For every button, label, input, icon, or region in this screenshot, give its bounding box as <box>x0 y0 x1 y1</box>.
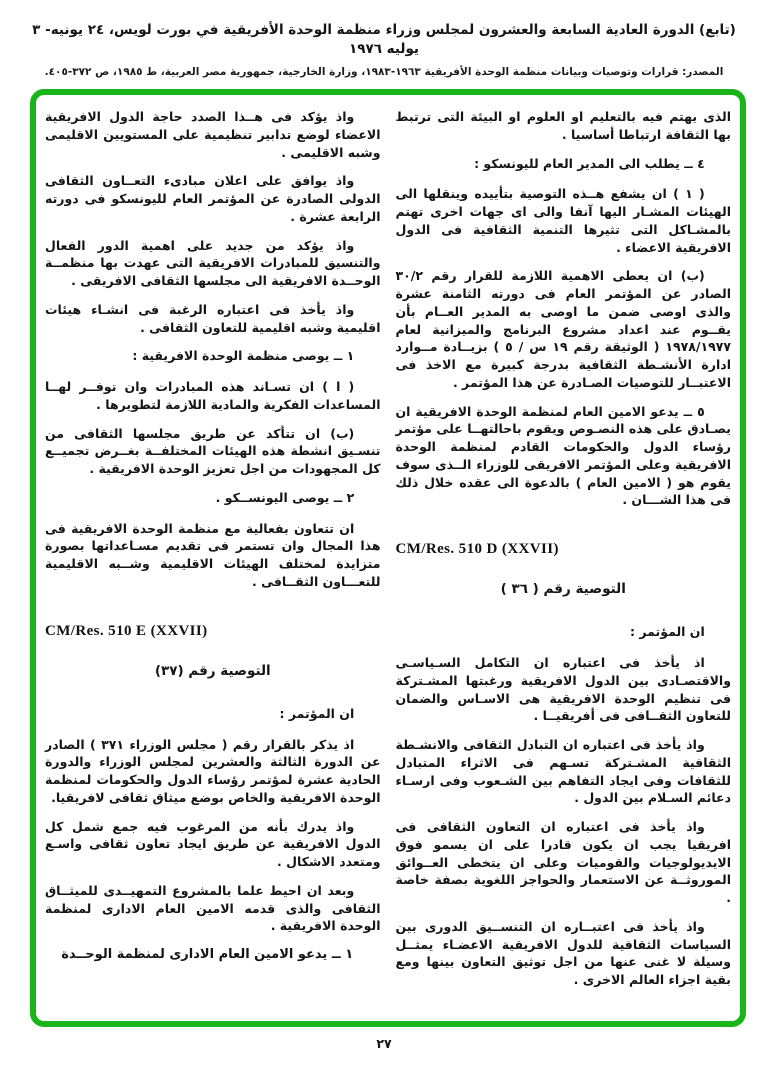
paragraph: ٤ ــ يطلب الى المدير العام لليونسكو : <box>474 155 705 171</box>
paragraph: ١ ــ يوصى منظمة الوحدة الافريقية : <box>132 348 355 364</box>
paragraph: (ب) ان يعطى الاهمية اللازمة للقرار رقم ٣٠/٢ الصادر عن المؤتمر العام فى دورته الثامنة عشرة والذى اوصى ضمن ما اوصى به المدير العــام بأن يقــوم عند اعداد مشروع البرنامج والميزانية لعام ١٩٧٨/١٩٧٧ ( الوثيقة رقم ١٩ س / ٥ ) بزيــادة مــوارد ادارة الأنشـطة الثقافية بدرجة كبيرة مع الاخذ فى الاعتبــار للتوصيات الصـادرة عن هذا المؤتمر . <box>395 268 731 390</box>
content-frame <box>30 89 746 1027</box>
paragraph: واذ يوافق على اعلان مبادىء التعــاون الثقافى الدولى الصادرة عن المؤتمر العام لليونسكو فى دورته الرابعة عشرة . <box>45 173 381 224</box>
paragraph: (ب) ان تتأكد عن طريق مجلسها الثقافى من تنسـيق انشطة هذه الهيئات المختلفــة بغــرض تجميــع كل المجهودات من اجل تعزيز الوحدة الافريقية . <box>45 425 381 476</box>
page-footer <box>0 1036 768 1051</box>
paragraph: واذ يؤكد من جديد على اهمية الدور الفعال والتنسيق للمبادرات الافريقية التى عهدت بها منظمــة الوحــدة الافريقية الى مجلسها الثقافى الافريقى . <box>45 237 381 288</box>
paragraph: ان المؤتمر : <box>279 705 355 721</box>
paragraph: واذ يأخذ فى اعتباره الرغبة فى انشـاء هيئات اقليمية وشبه اقليمية للتعاون الثقافى . <box>45 301 381 335</box>
paragraph: وبعد ان احيط علما بالمشروع التمهيــدى للميثــاق الثقافى والذى قدمه الامين العام الادارى لمنظمة الوحدة الافريقية . <box>45 882 381 934</box>
recommendation-36-heading: التوصية رقم ( ٣٦ ) <box>500 581 626 598</box>
paragraph: ان تتعاون بفعالية مع منظمة الوحدة الافريقية فى هذا المجال وان تستمر فى تقديم مسـاعداتها بصورة متزايدة لمختلف الهيئات الاقليمية وشــبه الاقليمية للتعـــاون الثقــافى . <box>45 520 381 589</box>
page-number: ٢٧ <box>376 1036 392 1051</box>
column-left <box>45 108 381 1021</box>
paragraph: ٢ ــ يوصى اليونســكو . <box>215 489 355 505</box>
session-title-line: (تابع) الدورة العادية السابعة والعشرون لمجلس وزراء منظمة الوحدة الأفريقية في بورت لويس، ٢٤ يونيه- ٣ يوليه ١٩٧٦ <box>32 22 736 57</box>
paragraph: واذ يؤكد فى هــذا الصدد حاجة الدول الافريقية الاعضاء لوضع تدابير تنظيمية على المستويين الاقليمى وشبه الاقليمى . <box>45 109 381 160</box>
paragraph: واذ يدرك بأنه من المرغوب فيه جمع شمل كل الدول الافريقية عن طريق ايجاد تعاون ثقافى واسـع ومتعدد الاشكال . <box>45 818 381 870</box>
resolution-ref-510d: CM/Res. 510 D (XXVII) <box>395 541 559 557</box>
recommendation-37-heading: التوصية رقم (٣٧) <box>154 662 271 679</box>
paragraph: ١ ــ يدعو الامين العام الادارى لمنظمة الوحــدة <box>61 947 354 963</box>
two-column-layout <box>45 108 731 1021</box>
resolution-ref-510e: CM/Res. 510 E (XXVII) <box>45 622 208 639</box>
paragraph: الذى يهتم فيه بالتعليم او العلوم او البيئة التى ترتبط بها الثقافة ارتباطا أساسيا . <box>395 109 731 142</box>
page-header <box>0 0 768 78</box>
paragraph: ( ا ) ان تسـاند هذه المبادرات وان توفــر لهــا المساعدات الفكرية والمادية اللازمة لتطويرها . <box>45 379 381 412</box>
paragraph: واذ يأخذ فى اعتباره ان التعاون الثقافى فى افريقيا يجب ان يكون قادرا على ان يسمو فوق الايديولوجيات والقوميات وعلى ان يتخطى العــوائق الموروثــة عن الاستعمار والحواجز اللغوية بصفة خاصة . <box>395 819 731 906</box>
paragraph: ان المؤتمر : <box>630 624 705 640</box>
paragraph: واذ يأخذ فى اعتباره ان التبادل الثقافى والانشـطة الثقافية المشـتركة تسـهم فى الاثراء المتبادل للثقافات وفى ايجاد التفاهم بين الشـعوب وفى ارسـاء دعائم السـلام بين الدول . <box>395 737 731 806</box>
column-right <box>396 108 732 1021</box>
paragraph: اذ يذكر بالقرار رقم ( مجلس الوزراء ٣٧١ ) الصادر عن الدورة الثالثة والعشرين لمجلس الوزراء والدورة الحادية عشرة لمؤتمر رؤساء الدول والحكومات لمنظمة الوحدة الافريقية والخاص بوضع ميثاق ثقافى لافريقيا. <box>45 736 381 805</box>
paragraph: ٥ ــ يدعو الامين العام لمنظمة الوحدة الافريقية ان يصـادق على هذه النصـوص ويقوم باحالتهــا على مؤتمر رؤساء الدول والحكومات القادم لمنظمة الوحدة الافريقية وعلى المؤتمر الافريقى للوزراء الــذى سوف يقوم هو ( الامين العام ) بالدعوة الى عقده خلال ذلك فى هذا الشـــان . <box>395 403 731 508</box>
source-citation-line: المصدر: قرارات وتوصيات وبيانات منظمة الوحدة الأفريقية ١٩٦٣-١٩٨٣، وزارة الخارجية، جمهورية مصر العربية، ط ١٩٨٥، ص ٣٧٢-٤٠٥. <box>44 65 724 78</box>
paragraph: واذ يأخذ فى اعتبــاره ان التنســيق الدورى بين السياسات الثقافية للدول الافريقية الاعضـاء يمثــل وسيلة لا غنى عنها من اجل توثيق التعاون بينها ومع بقية اجزاء العالم الاخرى . <box>395 918 731 988</box>
paragraph: ( ١ ) ان يشفع هــذه التوصية بتأييده وينقلها الى الهيئات المشـار اليها آنفا والى اى جهات اخرى تهتم بالمشـاكل التى تثيرها التنمية الثقافية فى الدول الافريقية الاعضاء . <box>395 186 731 255</box>
paragraph: اذ يأخذ فى اعتباره ان التكامل السـياسـى والاقتصـادى بين الدول الافريقية ورغبتها المشـتركة فى تنظيم الوحدة الافريقية هى الاسـاس والضمان للتعاون الثقــافى فى أفريقيــا . <box>395 655 731 724</box>
